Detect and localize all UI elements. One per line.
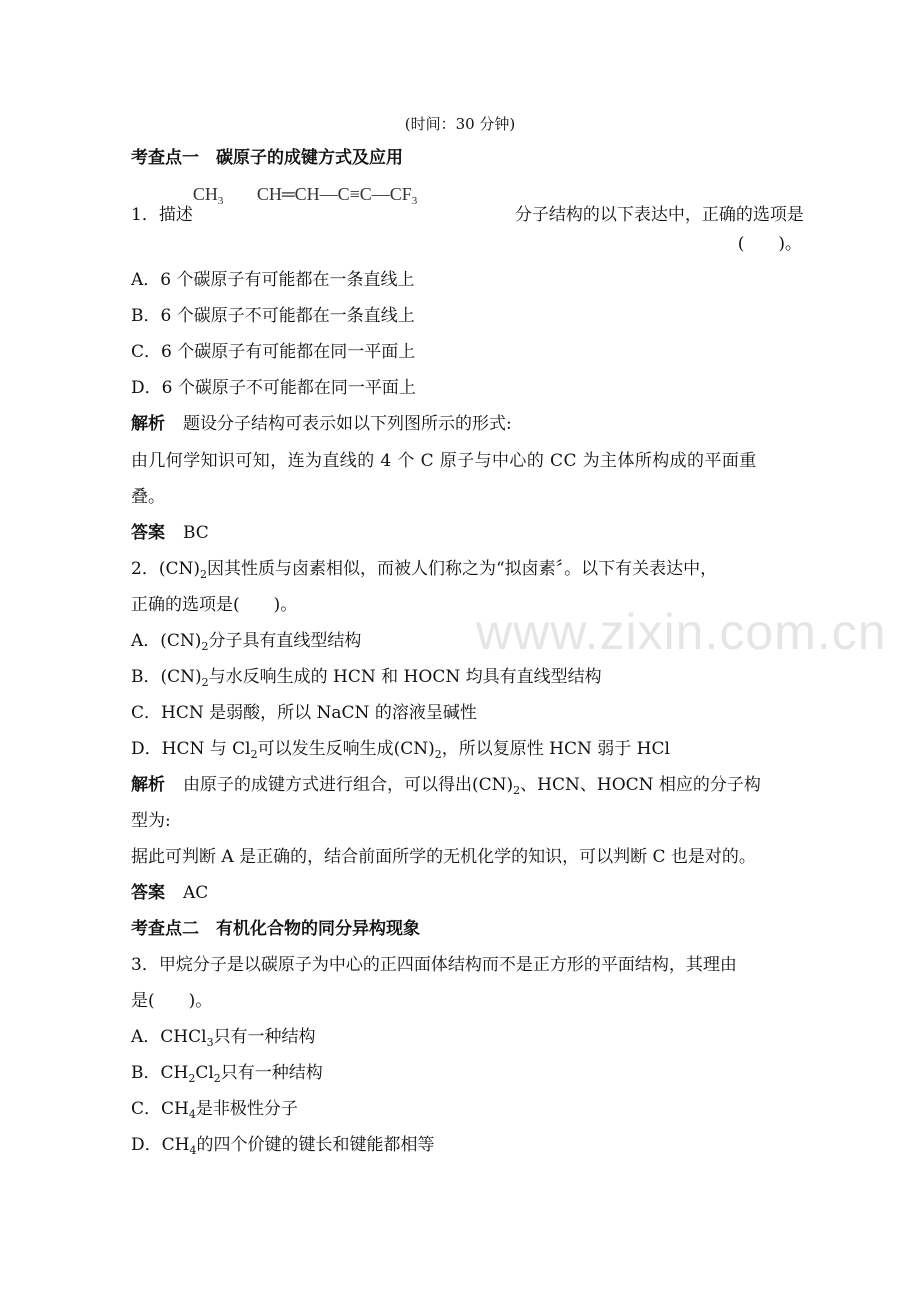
q1-blank: ( )。: [737, 234, 802, 254]
q2-option-d: D．HCN 与 $Cl_2$可以发生反响生成$(CN)_2$，所以复原性 HCN 弱于 HCl: [131, 739, 670, 761]
q3-option-b: B．$CH_2Cl_2$只有一种结构: [131, 1063, 323, 1085]
q2-stem: 2．$(CN)_2$因其性质与卤素相似，而被人们称之为“拟卤素〞。以下有关表达中，: [131, 559, 718, 581]
q2-answer: 答案 AC: [131, 883, 209, 903]
q2-analysis-line2: 型为:: [131, 811, 171, 831]
q1-analysis: 解析 题设分子结构可表示如以下列图所示的形式:: [131, 414, 512, 434]
q2-analysis: 解析 由原子的成键方式进行组合，可以得出$(CN)_2$、HCN、HOCN 相应的分子构: [131, 775, 761, 797]
q1-option-a: A．6 个碳原子有可能都在一条直线上: [131, 270, 415, 290]
q1-option-b: B．6 个碳原子不可能都在一条直线上: [131, 306, 415, 326]
q3-stem-line2: 是( )。: [131, 991, 213, 1011]
q2-option-b: B．$(CN)_2$与水反响生成的 HCN 和 HOCN 均具有直线型结构: [131, 667, 602, 689]
q1-option-d: D．6 个碳原子不可能都在同一平面上: [131, 378, 416, 398]
q2-stem-line2: 正确的选项是( )。: [131, 595, 298, 615]
q1-prefix: 1．描述: [131, 205, 193, 225]
q1-structural-formula: $CH_3$ $CH═CH—C\equiv C—CF_3$: [192, 184, 418, 207]
q3-stem: 3．甲烷分子是以碳原子为中心的正四面体结构而不是正方形的平面结构，其理由: [131, 955, 737, 975]
q2-analysis-line3: 据此可判断 A 是正确的，结合前面所学的无机化学的知识，可以判断 C 也是对的。: [131, 847, 756, 867]
q1-analysis-line2: 由几何学知识可知，连为直线的 4 个 C 原子与中心的 CC 为主体所构成的平面重: [131, 451, 757, 471]
q3-option-d: D．$CH_4$的四个价键的键长和键能都相等: [131, 1135, 435, 1157]
section-heading-2: 考查点二 有机化合物的同分异构现象: [131, 919, 420, 939]
q1-analysis-line3: 叠。: [131, 487, 165, 507]
q1-suffix: 分子结构的以下表达中，正确的选项是: [514, 205, 804, 225]
q3-option-a: A．CHCl$_3$只有一种结构: [131, 1027, 316, 1049]
time-note: (时间：30 分钟): [404, 115, 516, 133]
q2-option-c: C．HCN 是弱酸，所以 NaCN 的溶液呈碱性: [131, 703, 477, 723]
watermark: www.zixin.com.cn: [476, 604, 887, 660]
q1-answer-label: 答案: [131, 523, 165, 543]
q1-answer: 答案 BC: [131, 523, 209, 543]
q3-option-c: C．$CH_4$是非极性分子: [131, 1099, 298, 1121]
q2-analysis-label: 解析: [131, 775, 165, 795]
q2-option-a: A．$(CN)_2$分子具有直线型结构: [131, 631, 362, 653]
q1-option-c: C．6 个碳原子有可能都在同一平面上: [131, 342, 416, 362]
q1-stem: [131, 184, 804, 227]
q1-analysis-label: 解析: [131, 414, 165, 434]
section-heading-1: 考查点一 碳原子的成键方式及应用: [131, 148, 403, 168]
q2-answer-label: 答案: [131, 883, 165, 903]
